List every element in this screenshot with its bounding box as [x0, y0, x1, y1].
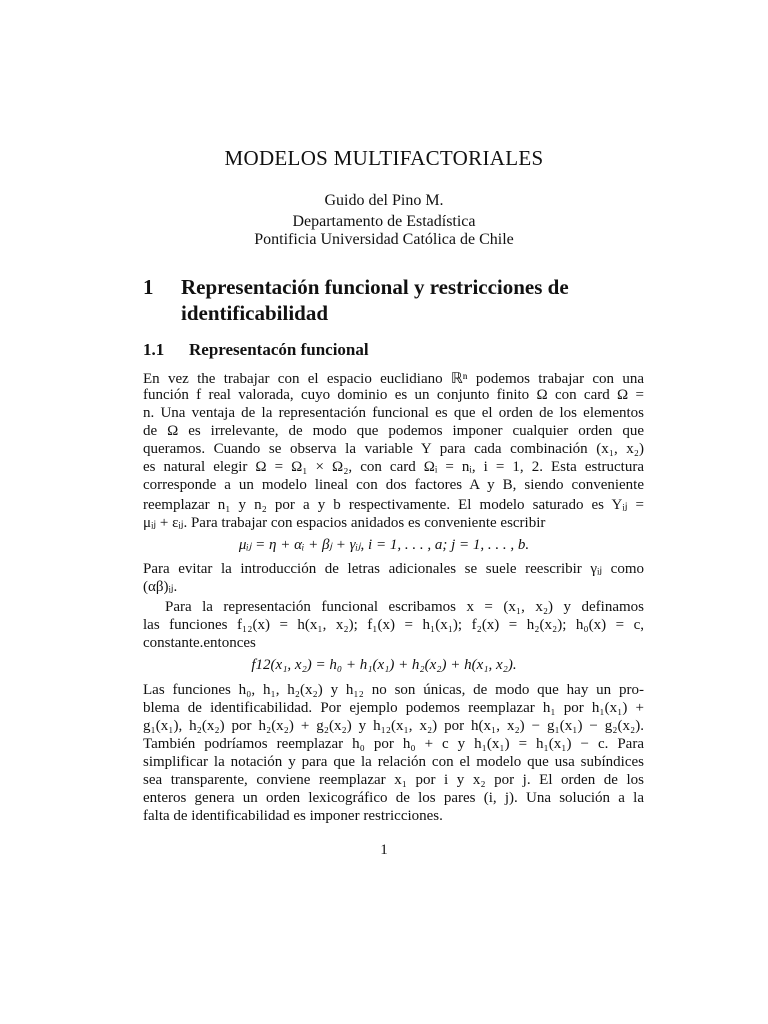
paragraph-line: Para evitar la introducción de letras adicionales se suele reescribir γᵢⱼ como [143, 561, 644, 577]
paragraph-line: (αβ)ᵢⱼ. [143, 579, 178, 595]
paper-title: MODELOS MULTIFACTORIALES [224, 146, 544, 170]
paragraph-line: Para la representación funcional escribamos x = (x₁, x₂) y definamos [165, 599, 644, 615]
paragraph-line: es natural elegir Ω = Ω₁ × Ω₂, con card Ωᵢ = nᵢ, i = 1, 2. Esta estructura [143, 459, 644, 475]
subsection-number: 1.1 [143, 340, 165, 359]
equation: f12(x₁, x₂) = h₀ + h₁(x₁) + h₂(x₂) + h(x₁, x₂). [251, 657, 517, 673]
paragraph-line: g₁(x₁), h₂(x₂) por h₂(x₂) + g₂(x₂) y h₁₂(x₁, x₂) por h(x₁, x₂) − g₁(x₁) − g₂(x₂). [143, 718, 644, 734]
paragraph-line: También podríamos reemplazar h₀ por h₀ + c y h₁(x₁) = h₁(x₁) − c. Para [143, 736, 644, 752]
paragraph-line: falta de identificabilidad es imponer restricciones. [143, 808, 443, 824]
subsection-title: Representacón funcional [189, 340, 369, 359]
paragraph-line: n. Una ventaja de la representación funcional es que el orden de los elementos [143, 405, 644, 421]
equation: μᵢⱼ = η + αᵢ + βⱼ + γᵢⱼ, i = 1, . . . , a; j = 1, . . . , b. [238, 537, 530, 553]
paragraph-line: las funciones f₁₂(x) = h(x₁, x₂); f₁(x) = h₁(x₁); f₂(x) = h₂(x₂); h₀(x) = c, [143, 617, 644, 633]
page-number: 1 [380, 842, 388, 858]
paragraph-line: función f real valorada, cuyo dominio es un conjunto finito Ω con card Ω = [143, 387, 644, 403]
affiliation-university: Pontificia Universidad Católica de Chile [254, 231, 514, 248]
paragraph-line: μᵢⱼ + εᵢⱼ. Para trabajar con espacios anidados es conveniente escribir [143, 515, 546, 531]
paragraph-line: de Ω es irrelevante, de modo que podemos imponer cualquier orden que [143, 423, 644, 439]
paragraph-line: blema de identificabilidad. Por ejemplo podemos reemplazar h₁ por h₁(x₁) + [143, 700, 644, 716]
paragraph-line: corresponde a un modelo lineal con dos factores A y B, siendo conveniente [143, 477, 644, 493]
paragraph-line: En vez the trabajar con el espacio euclidiano ℝⁿ podemos trabajar con una [143, 371, 644, 387]
paragraph-line: Las funciones h₀, h₁, h₂(x₂) y h₁₂ no son únicas, de modo que hay un pro- [143, 682, 644, 698]
paragraph-line: reemplazar n₁ y n₂ por a y b respectivamente. El modelo saturado es Yᵢⱼ = [143, 497, 644, 513]
paragraph-line: constante.entonces [143, 635, 256, 651]
paragraph-line: sea transparente, conviene reemplazar x₁ por i y x₂ por j. El orden de los [143, 772, 644, 788]
author-name: Guido del Pino M. [324, 192, 444, 209]
paragraph-line: queramos. Cuando se observa la variable Y para cada combinación (x₁, x₂) [143, 441, 644, 457]
affiliation-department: Departamento de Estadística [292, 213, 476, 230]
section-number: 1 [143, 275, 154, 299]
paragraph-line: enteros genera un orden lexicográfico de los pares (i, j). Una solución a la [143, 790, 644, 806]
section-title: Representación funcional y restricciones de identificabilidad [181, 275, 569, 325]
paragraph-line: simplificar la notación y para que la relación con el modelo que usa subíndices [143, 754, 644, 770]
